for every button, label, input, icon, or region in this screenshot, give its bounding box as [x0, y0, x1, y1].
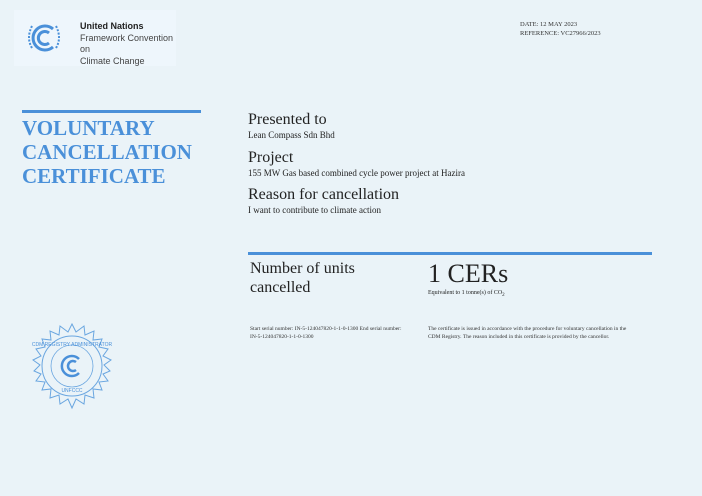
serial-numbers: Start serial number: IN-5-124047820-1-1-0-1300 End serial number: IN-5-124047820-1-1-0-1300	[250, 326, 402, 340]
certificate-meta	[520, 20, 601, 38]
project-label: Project	[248, 149, 294, 166]
certificate-title	[22, 116, 192, 188]
equivalent-subscript: 2	[502, 293, 505, 299]
units-value: 1 CERs	[428, 259, 509, 288]
org-name	[80, 21, 176, 67]
seal-top-text: CDM REGISTRY ADMINISTRATOR	[31, 342, 113, 348]
issuance-note: The certificate is issued in accordance with the procedure for voluntary cancellation in the CDM Registry. The reason included in this certificate is provided by the cancellor.	[428, 326, 627, 340]
org-line3: Climate Change	[80, 55, 145, 66]
equivalent-text: Equivalent to 1 tonne(s) of CO	[428, 290, 503, 296]
units-divider	[248, 252, 652, 255]
org-line1: United Nations	[80, 21, 144, 31]
reason-label: Reason for cancellation	[248, 186, 400, 203]
units-label	[250, 259, 355, 297]
title-line3: CERTIFICATE	[22, 164, 166, 188]
certificate-reference: REFERENCE: VC27966/2023	[520, 30, 601, 37]
title-line2: CANCELLATION	[22, 140, 192, 164]
org-line2: Framework Convention on	[80, 32, 174, 54]
project-value: 155 MW Gas based combined cycle power project at Hazira	[248, 168, 466, 178]
units-label-line2: cancelled	[250, 279, 311, 296]
presented-to-label: Presented to	[248, 111, 327, 128]
units-label-line1: Number of units	[250, 260, 355, 277]
title-line1: VOLUNTARY	[22, 116, 155, 140]
reason-section	[248, 186, 399, 216]
reason-value: I want to contribute to climate action	[248, 205, 381, 215]
seal-bottom-text: UNFCCC	[61, 388, 83, 394]
unfccc-logo-block	[14, 10, 176, 66]
title-divider	[22, 110, 201, 113]
presented-to-value: Lean Compass Sdn Bhd	[248, 130, 335, 140]
certificate-date: DATE: 12 MAY 2023	[520, 21, 578, 28]
presented-to-section	[248, 111, 335, 141]
cdm-registry-seal-icon	[26, 322, 118, 414]
project-section	[248, 149, 465, 179]
units-equivalent	[428, 290, 505, 298]
unfccc-logo-icon	[24, 18, 64, 58]
